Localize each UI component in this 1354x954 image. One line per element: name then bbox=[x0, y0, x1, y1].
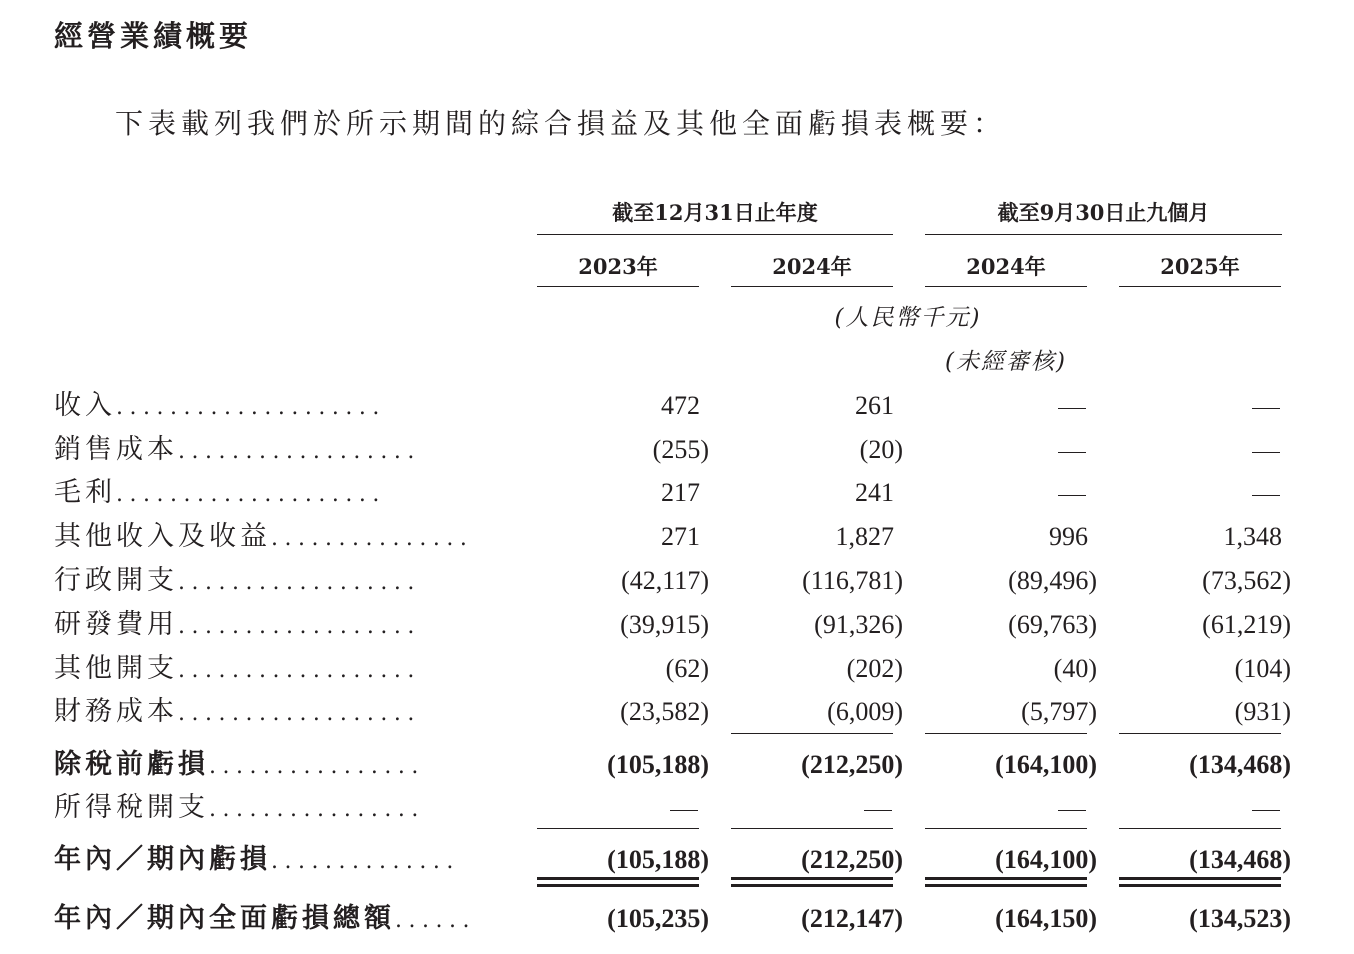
value-cell: 1,827 bbox=[835, 522, 894, 551]
leader-dots: .................. bbox=[178, 614, 421, 639]
value-cell: (164,100) bbox=[995, 845, 1097, 874]
year-underline bbox=[925, 286, 1087, 287]
value-cell: (255) bbox=[652, 435, 709, 464]
value-cell: (5,797) bbox=[1021, 697, 1097, 726]
total-double-line bbox=[537, 884, 699, 887]
value-cell: (42,117) bbox=[621, 566, 709, 595]
value-cell: (104) bbox=[1234, 654, 1291, 683]
subtotal-line bbox=[925, 828, 1087, 829]
leader-dots: ............... bbox=[271, 526, 474, 551]
row-label bbox=[54, 840, 509, 882]
value-cell: (116,781) bbox=[802, 566, 903, 595]
year-header: 2024年 bbox=[966, 254, 1046, 279]
value-cell: 241 bbox=[855, 478, 894, 507]
row-label bbox=[54, 605, 509, 647]
row-label bbox=[54, 561, 509, 603]
row-label bbox=[54, 649, 509, 691]
row-label-text: 財務成本 bbox=[54, 696, 178, 727]
year-underline bbox=[731, 286, 893, 287]
table-row bbox=[0, 605, 1354, 645]
total-double-line bbox=[1119, 884, 1281, 887]
dash-mark bbox=[1058, 810, 1086, 811]
value-cell: (212,250) bbox=[801, 845, 903, 874]
row-label-text: 除稅前虧損 bbox=[54, 749, 209, 780]
value-cell: (40) bbox=[1053, 654, 1097, 683]
leader-dots: .................. bbox=[178, 439, 421, 464]
total-double-line bbox=[1119, 877, 1281, 880]
value-cell: 472 bbox=[661, 391, 700, 420]
value-cell: (39,915) bbox=[620, 610, 709, 639]
value-cell: (134,468) bbox=[1189, 750, 1291, 779]
row-label-text: 年內／期內全面虧損總額 bbox=[54, 903, 395, 934]
row-label-text: 銷售成本 bbox=[54, 434, 178, 465]
value-cell: (105,188) bbox=[607, 845, 709, 874]
value-cell: 1,348 bbox=[1223, 522, 1282, 551]
total-double-line bbox=[537, 877, 699, 880]
row-label-text: 毛利 bbox=[54, 477, 116, 508]
value-cell: (89,496) bbox=[1008, 566, 1097, 595]
dash-mark bbox=[1058, 495, 1086, 496]
value-cell: 261 bbox=[855, 391, 894, 420]
leader-dots: .................... bbox=[116, 395, 386, 420]
value-cell bbox=[1058, 788, 1086, 828]
intro-text: 下表載列我們於所示期間的綜合損益及其他全面虧損表概要： bbox=[115, 107, 1007, 140]
row-label-text: 研發費用 bbox=[54, 609, 178, 640]
unaudited-label: (未經審核) bbox=[945, 349, 1067, 375]
total-double-line bbox=[731, 877, 893, 880]
value-cell bbox=[1058, 430, 1086, 470]
row-label bbox=[54, 517, 509, 559]
subtotal-line bbox=[1119, 733, 1281, 734]
leader-dots: .................. bbox=[178, 658, 421, 683]
table-row bbox=[0, 899, 1354, 939]
subtotal-line bbox=[537, 828, 699, 829]
value-cell: (105,188) bbox=[607, 750, 709, 779]
value-cell: (134,468) bbox=[1189, 845, 1291, 874]
table-row bbox=[0, 561, 1354, 601]
value-cell: (91,326) bbox=[814, 610, 903, 639]
value-cell bbox=[864, 788, 892, 828]
value-cell: (61,219) bbox=[1202, 610, 1291, 639]
year-header: 2025年 bbox=[1160, 254, 1240, 279]
column-group-nine-months: 截至9月30日止九個月 bbox=[997, 200, 1210, 225]
row-label bbox=[54, 745, 509, 787]
table-row bbox=[0, 649, 1354, 689]
leader-dots: ...... bbox=[395, 908, 476, 933]
value-cell bbox=[1058, 473, 1086, 513]
group-underline bbox=[925, 234, 1282, 235]
total-double-line bbox=[731, 884, 893, 887]
year-header: 2023年 bbox=[578, 254, 658, 279]
table-row bbox=[0, 430, 1354, 470]
value-cell: 996 bbox=[1049, 522, 1088, 551]
leader-dots: .............. bbox=[271, 849, 460, 874]
row-label bbox=[54, 788, 509, 830]
leader-dots: .................. bbox=[178, 701, 421, 726]
subtotal-line bbox=[1119, 828, 1281, 829]
dash-mark bbox=[1252, 495, 1280, 496]
value-cell: (164,100) bbox=[995, 750, 1097, 779]
value-cell bbox=[1252, 430, 1280, 470]
table-row bbox=[0, 745, 1354, 785]
year-underline bbox=[1119, 286, 1281, 287]
leader-dots: ................ bbox=[209, 754, 425, 779]
year-header: 2024年 bbox=[772, 254, 852, 279]
year-underline bbox=[537, 286, 699, 287]
value-cell: (202) bbox=[846, 654, 903, 683]
section-title: 經營業績概要 bbox=[54, 19, 253, 53]
total-double-line bbox=[925, 884, 1087, 887]
value-cell bbox=[1252, 788, 1280, 828]
row-label bbox=[54, 386, 509, 428]
leader-dots: .................. bbox=[178, 570, 421, 595]
value-cell bbox=[1058, 386, 1086, 426]
table-row bbox=[0, 517, 1354, 557]
group-underline bbox=[537, 234, 893, 235]
subtotal-line bbox=[925, 733, 1087, 734]
value-cell bbox=[1252, 473, 1280, 513]
dash-mark bbox=[670, 810, 698, 811]
value-cell: (134,523) bbox=[1189, 904, 1291, 933]
total-double-line bbox=[925, 877, 1087, 880]
dash-mark bbox=[864, 810, 892, 811]
table-row bbox=[0, 788, 1354, 828]
dash-mark bbox=[1252, 408, 1280, 409]
table-row bbox=[0, 692, 1354, 732]
value-cell: 217 bbox=[661, 478, 700, 507]
value-cell: (69,763) bbox=[1008, 610, 1097, 639]
row-label-text: 年內／期內虧損 bbox=[54, 844, 271, 875]
subtotal-line bbox=[731, 828, 893, 829]
column-group-year: 截至12月31日止年度 bbox=[612, 200, 818, 225]
row-label-text: 行政開支 bbox=[54, 565, 178, 596]
value-cell: (73,562) bbox=[1202, 566, 1291, 595]
dash-mark bbox=[1252, 452, 1280, 453]
value-cell: (105,235) bbox=[607, 904, 709, 933]
table-row bbox=[0, 840, 1354, 880]
table-row bbox=[0, 386, 1354, 426]
value-cell: (931) bbox=[1234, 697, 1291, 726]
value-cell bbox=[670, 788, 698, 828]
value-cell: 271 bbox=[661, 522, 700, 551]
dash-mark bbox=[1058, 452, 1086, 453]
subtotal-line bbox=[731, 733, 893, 734]
row-label bbox=[54, 899, 509, 941]
dash-mark bbox=[1058, 408, 1086, 409]
row-label-text: 收入 bbox=[54, 390, 116, 421]
value-cell: (212,250) bbox=[801, 750, 903, 779]
row-label bbox=[54, 692, 509, 734]
value-cell: (23,582) bbox=[620, 697, 709, 726]
row-label bbox=[54, 473, 509, 515]
dash-mark bbox=[1252, 810, 1280, 811]
value-cell: (62) bbox=[665, 654, 709, 683]
row-label bbox=[54, 430, 509, 472]
leader-dots: ................ bbox=[209, 797, 425, 822]
value-cell: (212,147) bbox=[801, 904, 903, 933]
leader-dots: .................... bbox=[116, 482, 386, 507]
row-label-text: 所得稅開支 bbox=[54, 792, 209, 823]
value-cell bbox=[1252, 386, 1280, 426]
unit-label: (人民幣千元) bbox=[834, 305, 982, 331]
value-cell: (20) bbox=[859, 435, 903, 464]
value-cell: (6,009) bbox=[827, 697, 903, 726]
value-cell: (164,150) bbox=[995, 904, 1097, 933]
row-label-text: 其他收入及收益 bbox=[54, 521, 271, 552]
table-row bbox=[0, 473, 1354, 513]
row-label-text: 其他開支 bbox=[54, 653, 178, 684]
